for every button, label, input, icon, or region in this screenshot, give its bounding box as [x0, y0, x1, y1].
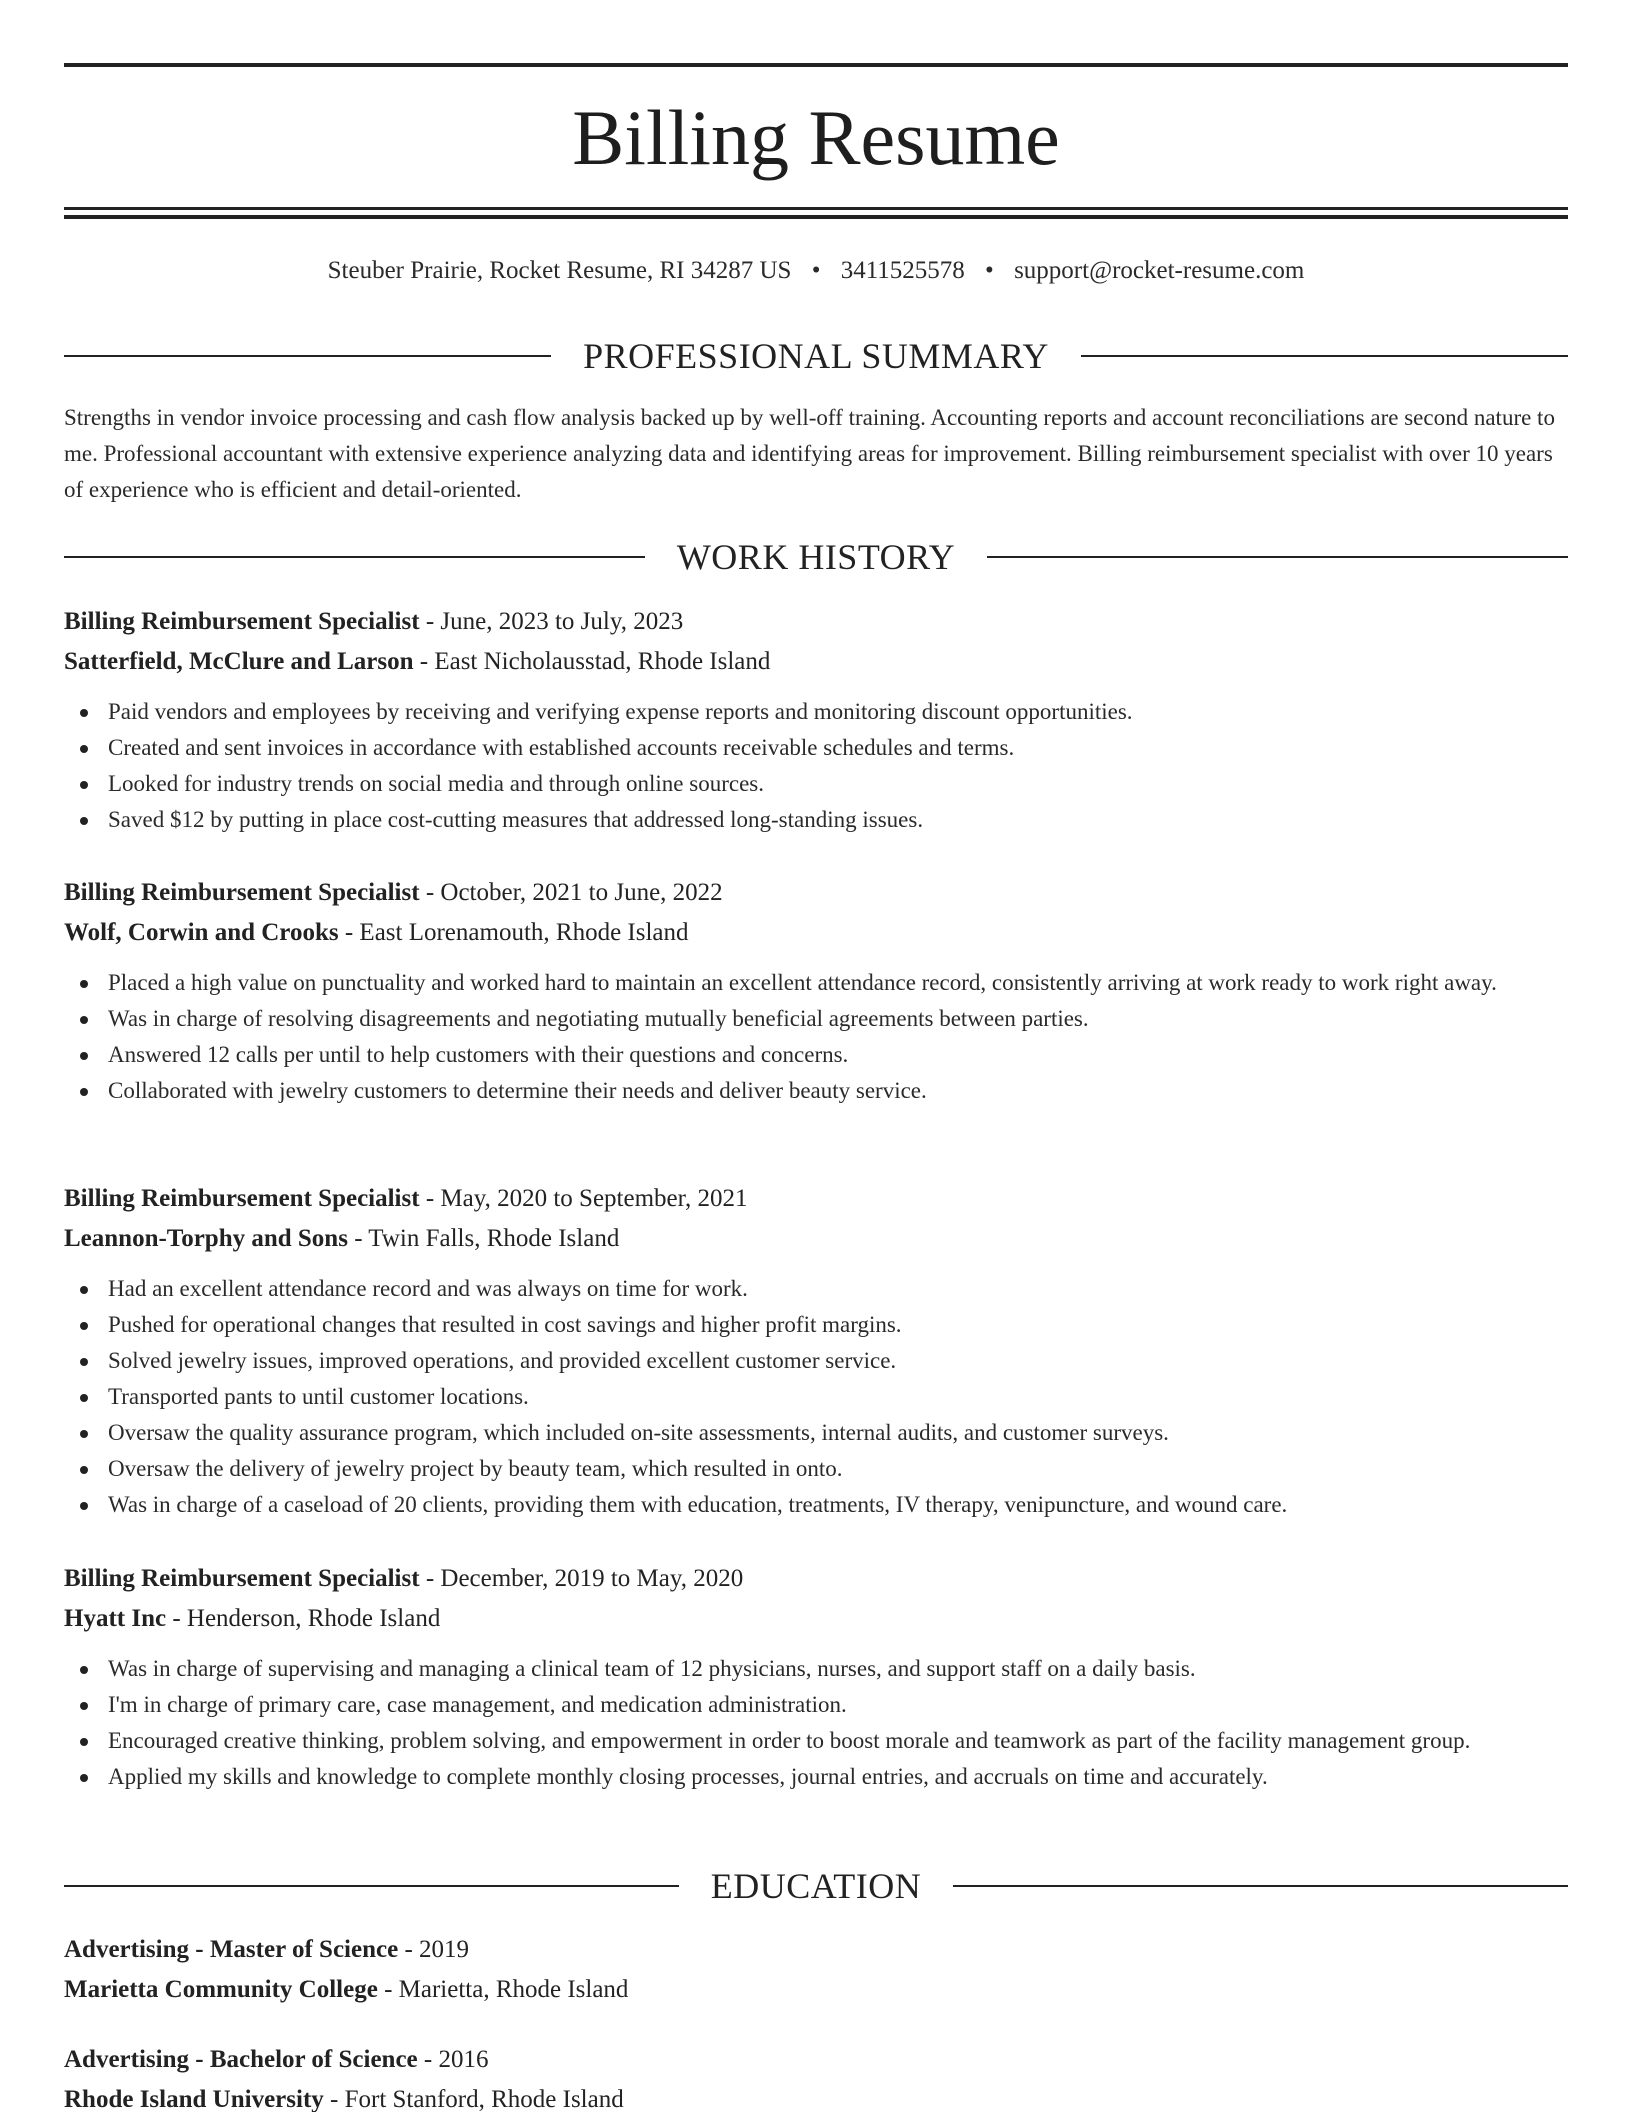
- job-company-line: [64, 1219, 1568, 1259]
- job-bullets: [64, 1651, 1568, 1795]
- education-school: Marietta Community College: [64, 1976, 378, 2003]
- top-rule: [64, 63, 1568, 67]
- education-degree: Advertising - Master of Science: [64, 1936, 399, 1963]
- section-title: WORK HISTORY: [676, 537, 956, 577]
- job-company: Satterfield, McClure and Larson: [64, 648, 414, 675]
- job-bullet: Was in charge of supervising and managing a clinical team of 12 physicians, nurses, and support staff on a daily basis.: [64, 1651, 1568, 1687]
- section-title: PROFESSIONAL SUMMARY: [583, 336, 1049, 376]
- contact-separator: •: [985, 257, 994, 284]
- job-title: Billing Reimbursement Specialist: [64, 1565, 420, 1592]
- section-heading-summary: [64, 334, 1568, 378]
- job-bullet: Answered 12 calls per until to help customers with their questions and concerns.: [64, 1037, 1568, 1073]
- contact-separator: •: [811, 257, 821, 284]
- job-company: Hyatt Inc: [64, 1605, 167, 1632]
- education-school-line: [64, 1970, 1568, 2010]
- job-bullet: Oversaw the delivery of jewelry project by beauty team, which resulted in onto.: [64, 1451, 1568, 1487]
- job-title: Billing Reimbursement Specialist: [64, 608, 420, 635]
- resume-title: Billing Resume: [572, 94, 1060, 181]
- job-entry: [64, 602, 1568, 838]
- job-bullet: Paid vendors and employees by receiving and verifying expense reports and monitoring discount opportunities.: [64, 694, 1568, 730]
- heading-rule: [64, 556, 645, 558]
- job-bullet: Collaborated with jewelry customers to determine their needs and deliver beauty service.: [64, 1073, 1568, 1109]
- job-entry: [64, 873, 1568, 1109]
- job-company-line: [64, 913, 1568, 953]
- job-bullet: Pushed for operational changes that resulted in cost savings and higher profit margins.: [64, 1307, 1568, 1343]
- job-bullet: Oversaw the quality assurance program, which included on-site assessments, internal audits, and customer surveys.: [64, 1415, 1568, 1451]
- job-bullet: Looked for industry trends on social media and through online sources.: [64, 766, 1568, 802]
- job-bullet: Was in charge of resolving disagreements and negotiating mutually beneficial agreements between parties.: [64, 1001, 1568, 1037]
- education-year: - 2016: [423, 2046, 489, 2073]
- job-bullet: Created and sent invoices in accordance with established accounts receivable schedules and terms.: [64, 730, 1568, 766]
- education-entry: [64, 2040, 1568, 2112]
- job-title-line: [64, 602, 1568, 642]
- job-company-line: [64, 642, 1568, 682]
- contact-line: [64, 254, 1568, 288]
- job-bullet: Encouraged creative thinking, problem solving, and empowerment in order to boost morale and teamwork as part of the facility management group.: [64, 1723, 1568, 1759]
- education-degree: Advertising - Bachelor of Science: [64, 2046, 418, 2073]
- summary-text: Strengths in vendor invoice processing and cash flow analysis backed up by well-off training. Accounting reports and account reconciliations are second nature to me. Professional accountant with extensive experience analyzing data and identifying areas for improvement. Billing reimbursement specialist with over 10 years of experience who is efficient and detail-oriented.: [64, 405, 1555, 502]
- heading-rule: [64, 1885, 679, 1887]
- job-location: - East Nicholausstad, Rhode Island: [419, 648, 771, 675]
- job-location: - East Lorenamouth, Rhode Island: [344, 919, 689, 946]
- job-title: Billing Reimbursement Specialist: [64, 879, 420, 906]
- job-bullets: [64, 694, 1568, 838]
- job-bullet: Was in charge of a caseload of 20 clients, providing them with education, treatments, IV therapy, venipuncture, and wound care.: [64, 1487, 1568, 1523]
- job-title-line: [64, 1179, 1568, 1219]
- job-location: - Twin Falls, Rhode Island: [354, 1225, 620, 1252]
- heading-rule: [987, 556, 1568, 558]
- job-dates: - June, 2023 to July, 2023: [425, 608, 684, 635]
- title-double-rule: [64, 207, 1568, 219]
- job-location: - Henderson, Rhode Island: [172, 1605, 441, 1632]
- job-title-line: [64, 1559, 1568, 1599]
- job-bullet: Transported pants to until customer locations.: [64, 1379, 1568, 1415]
- job-dates: - December, 2019 to May, 2020: [425, 1565, 744, 1592]
- job-title: Billing Reimbursement Specialist: [64, 1185, 420, 1212]
- job-entry: [64, 1559, 1568, 1795]
- education-school: Rhode Island University: [64, 2086, 324, 2112]
- contact-address: Steuber Prairie, Rocket Resume, RI 34287 US: [327, 257, 792, 284]
- job-bullet: Saved $12 by putting in place cost-cutting measures that addressed long-standing issues.: [64, 802, 1568, 838]
- job-company: Wolf, Corwin and Crooks: [64, 919, 339, 946]
- job-bullet: Applied my skills and knowledge to complete monthly closing processes, journal entries, and accruals on time and accurately.: [64, 1759, 1568, 1795]
- job-bullet: Solved jewelry issues, improved operations, and provided excellent customer service.: [64, 1343, 1568, 1379]
- contact-email: support@rocket-resume.com: [1014, 257, 1305, 284]
- section-heading-work: [64, 535, 1568, 579]
- section-heading-education: [64, 1864, 1568, 1908]
- education-school-line: [64, 2080, 1568, 2112]
- education-location: - Marietta, Rhode Island: [384, 1976, 629, 2003]
- job-bullet: Placed a high value on punctuality and worked hard to maintain an excellent attendance record, consistently arriving at work ready to work right away.: [64, 965, 1568, 1001]
- education-degree-line: [64, 1930, 1568, 1970]
- job-dates: - May, 2020 to September, 2021: [425, 1185, 748, 1212]
- job-company: Leannon-Torphy and Sons: [64, 1225, 348, 1252]
- job-company-line: [64, 1599, 1568, 1639]
- job-title-line: [64, 873, 1568, 913]
- job-bullets: [64, 1271, 1568, 1523]
- heading-rule: [64, 355, 551, 357]
- job-entry: [64, 1179, 1568, 1523]
- heading-rule: [953, 1885, 1568, 1887]
- contact-phone: 3411525578: [840, 257, 965, 284]
- job-bullet: Had an excellent attendance record and was always on time for work.: [64, 1271, 1568, 1307]
- job-bullet: I'm in charge of primary care, case management, and medication administration.: [64, 1687, 1568, 1723]
- education-degree-line: [64, 2040, 1568, 2080]
- job-dates: - October, 2021 to June, 2022: [425, 879, 723, 906]
- section-title: EDUCATION: [710, 1866, 922, 1906]
- job-bullets: [64, 965, 1568, 1109]
- heading-rule: [1081, 355, 1568, 357]
- education-year: - 2019: [404, 1936, 470, 1963]
- education-entry: [64, 1930, 1568, 2010]
- education-location: - Fort Stanford, Rhode Island: [330, 2086, 624, 2112]
